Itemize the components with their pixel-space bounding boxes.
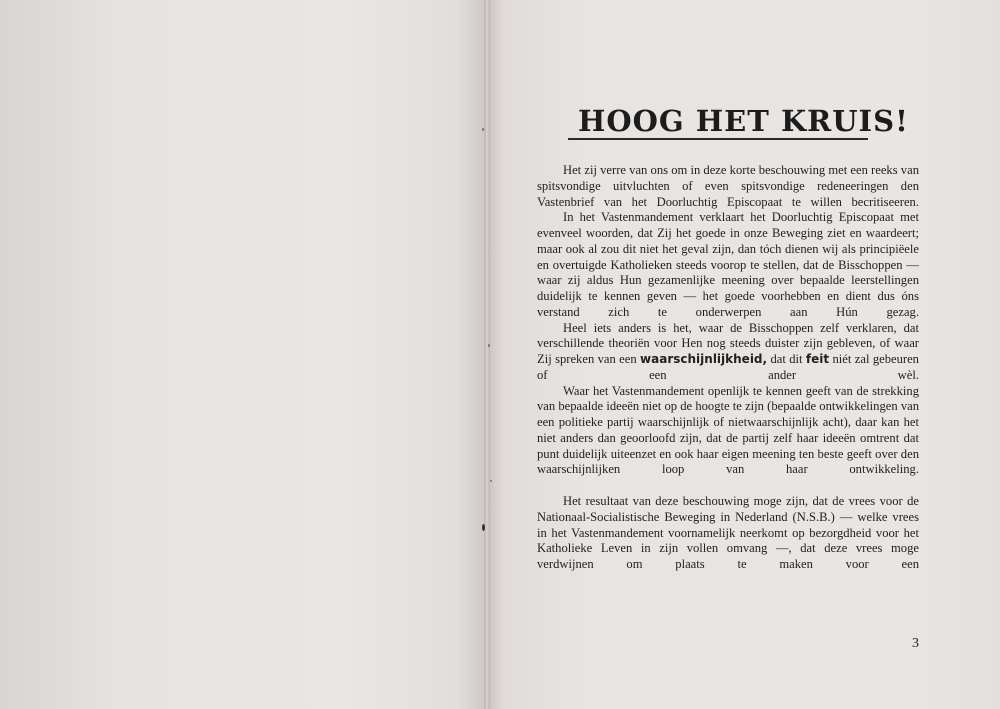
- paper-speck: [482, 128, 484, 131]
- paper-speck: [488, 344, 490, 347]
- paragraph: In het Vastenmandement verklaart het Doorluchtig Episcopaat met evenveel woorden, dat Zij het goede in onze Beweging ziet en waardeert; maar ook al zou dit niet het geval zijn, dan tóch dienen wij als principiëele en overtuigde Katholieken steeds voorop te stellen, dat de Bisschoppen — waar zij aldus Hun gezamenlijke meening over bepaalde leerstellingen duidelijk te kennen geven — het goede voorhebben en dient dus óns verstand zich te onderwerpen aan Hún gezag.: [537, 210, 919, 319]
- emphasis: waarschijnlijkheid,: [640, 352, 768, 366]
- book-gutter: [484, 0, 490, 709]
- title-underline: [568, 138, 868, 140]
- page-title: HOOG HET KRUIS!: [578, 104, 909, 138]
- paragraph: Waar het Vastenmandement openlijk te kennen geeft van de strekking van bepaalde ideeën niet op de hoogte te zijn (bepaalde ontwikkelingen van een politieke partij waarschijnlijk of nietwaarschijnlijk acht), daar kan het niet anders dan geoorloofd zijn, dat de partij zelf haar ideeën omtrent dat punt duidelijk uiteenzet en ook haar eigen meening ten beste geeft over den waarschijnlijken loop van haar ontwikkeling.: [537, 383, 919, 477]
- paper-speck: [490, 480, 492, 482]
- paragraph: Heel iets anders is het, waar de Bisschoppen zelf verklaren, dat verschillende theoriën voor Hen nog steeds duister zijn gebleven, of waar Zij spreken van een waarschijnlijkheid, dat dit feit niét zal gebeuren of een ander wèl.: [537, 320, 919, 382]
- paragraph: Het zij verre van ons om in deze korte beschouwing met een reeks van spitsvondige uitvluchten of even spitsvondige redeneeringen den Vastenbrief van het Doorluchtig Episcopaat te willen becritiseeren.: [537, 163, 919, 209]
- left-page: [0, 0, 486, 709]
- page-number: 3: [912, 636, 919, 651]
- emphasis: feit: [805, 352, 830, 366]
- paragraph: Het resultaat van deze beschouwing moge zijn, dat de vrees voor de Nationaal-Socialistische Beweging in Nederland (N.S.B.) — welke vrees in het Vastenmandement voornamelijk neerkomt op bezorgdheid voor het Katholieke Leven in zijn vollen omvang —, dat deze vrees moge verdwijnen om plaats te maken voor een: [537, 494, 919, 571]
- body-text: [537, 163, 919, 573]
- paper-speck: [482, 524, 485, 531]
